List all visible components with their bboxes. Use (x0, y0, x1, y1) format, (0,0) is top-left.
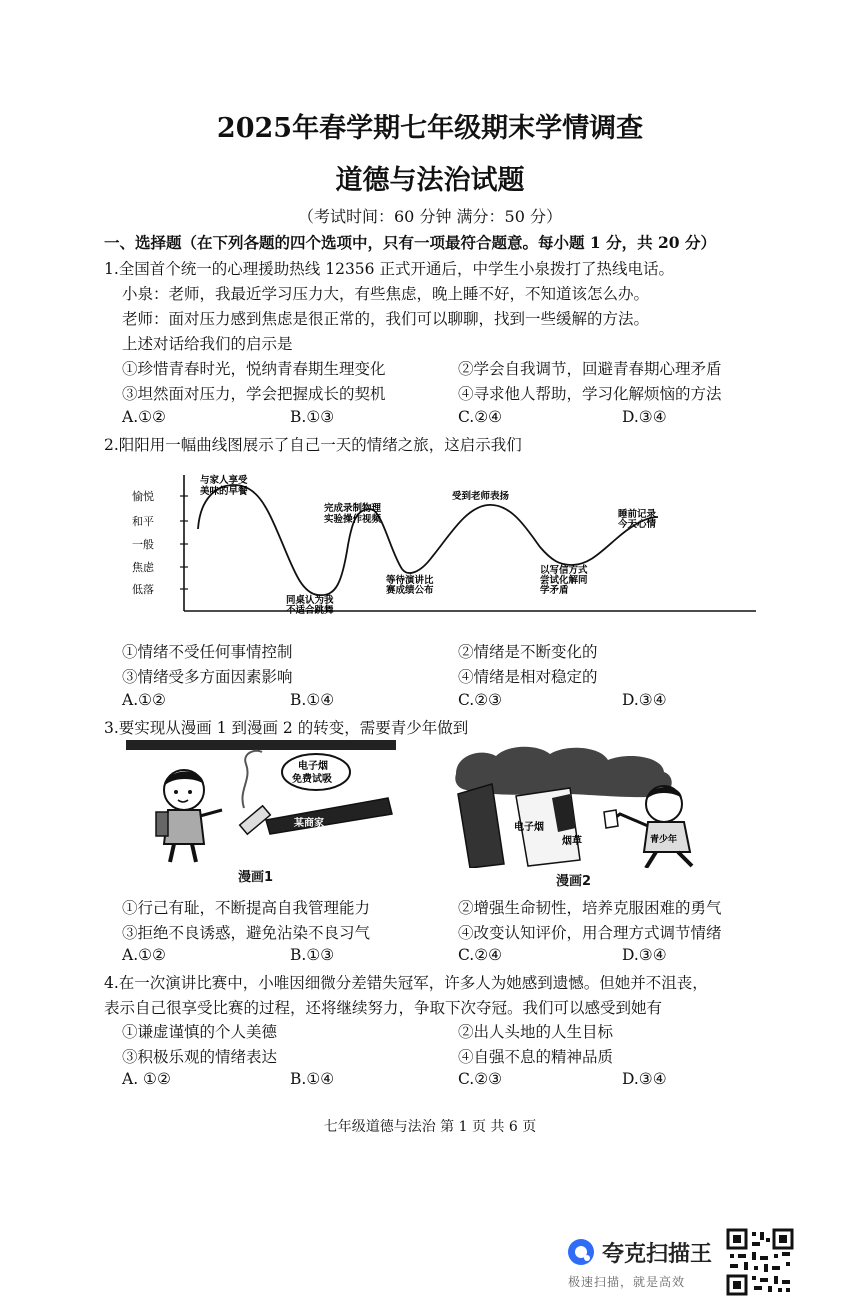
bubble-text: 电子烟 (298, 761, 328, 772)
q4-stem-line-2: 表示自己很享受比赛的过程，还将继续努力，争取下次夺冠。我们可以感受到她有 (104, 999, 663, 1017)
cartoon-2 (452, 744, 728, 868)
q3-option-d: D.③④ (622, 946, 667, 964)
q1-statement-1: ①珍惜青春时光，悦纳青春期生理变化 (122, 360, 386, 378)
annotation-diary: 今天心情 (618, 519, 657, 530)
q2-statement-1: ①情绪不受任何事情控制 (122, 643, 293, 661)
q3-statement-1: ①行己有耻，不断提高自我管理能力 (122, 899, 371, 917)
q2-option-a: A.①② (122, 691, 166, 709)
q3-option-c: C.②④ (458, 946, 503, 964)
level-label: 焦虑 (132, 561, 154, 574)
q1-statement-3: ③坦然面对压力，学会把握成长的契机 (122, 385, 386, 403)
annotation-physics-video: 实验操作视频 (324, 514, 382, 525)
q4-statement-2: ②出人头地的人生目标 (458, 1023, 614, 1041)
q1-prompt: 上述对话给我们的启示是 (122, 335, 293, 353)
scanner-watermark (566, 1233, 716, 1293)
level-label: 和平 (132, 515, 154, 528)
q3-option-a: A.①② (122, 946, 166, 964)
q2-statement-3: ③情绪受多方面因素影响 (122, 668, 293, 686)
annotation-breakfast: 与家人享受 (200, 475, 248, 486)
teen-shirt-label: 青少年 (650, 835, 678, 845)
q2-option-d: D.③④ (622, 691, 667, 709)
q3-option-b: B.①③ (290, 946, 335, 964)
annotation-diary: 睡前记录 (618, 509, 657, 520)
level-label: 低落 (132, 583, 154, 596)
exam-info: （考试时间：60 分钟 满分：50 分） (298, 207, 562, 226)
watermark-tagline: 极速扫描，就是高效 (568, 1275, 686, 1289)
q4-option-b: B.①④ (290, 1070, 335, 1088)
q2-option-b: B.①④ (290, 691, 335, 709)
q2-statement-2: ②情绪是不断变化的 (458, 643, 598, 661)
annotation-dance: 同桌认为我 (286, 595, 334, 606)
level-label: 愉悦 (132, 490, 154, 503)
q4-option-a: A. ①② (122, 1070, 171, 1088)
q4-stem-line-1: 4.在一次演讲比赛中，小唯因细微分差错失冠军，许多人为她感到遗憾。但她并不沮丧， (104, 974, 708, 992)
annotation-breakfast: 美味的早餐 (200, 486, 248, 497)
q4-option-d: D.③④ (622, 1070, 667, 1088)
annotation-letter: 学矛盾 (540, 585, 569, 596)
exam-title: 2025年春学期七年级期末学情调查 (216, 113, 644, 144)
q1-option-a: A.①② (122, 408, 166, 426)
merchant-label: 某商家 (294, 818, 324, 829)
cartoon-2-caption: 漫画2 (556, 874, 592, 889)
q3-statement-4: ④改变认知评价，用合理方式调节情绪 (458, 924, 722, 942)
q4-statement-1: ①谦虚谨慎的个人美德 (122, 1023, 278, 1041)
q4-statement-3: ③积极乐观的情绪表达 (122, 1048, 278, 1066)
annotation-physics-video: 完成录制物理 (324, 503, 382, 514)
q1-dialog-student: 小泉：老师，我最近学习压力大，有些焦虑，晚上睡不好，不知道该怎么办。 (122, 285, 650, 303)
label-ecig: 电子烟 (514, 822, 544, 833)
level-label: 一般 (132, 538, 154, 551)
annotation-speech-result: 赛成绩公布 (386, 585, 434, 596)
qr-code-icon (726, 1228, 794, 1296)
q3-statement-3: ③拒绝不良诱惑，避免沾染不良习气 (122, 924, 371, 942)
q1-statement-4: ④寻求他人帮助，学习化解烦恼的方法 (458, 385, 722, 403)
q1-option-b: B.①③ (290, 408, 335, 426)
q1-stem: 1.全国首个统一的心理援助热线 12356 正式开通后，中学生小泉拨打了热线电话。 (104, 260, 674, 278)
annotation-praise: 受到老师表扬 (452, 491, 510, 502)
annotation-letter: 以写信方式 (540, 565, 588, 576)
annotation-letter: 尝试化解同 (540, 575, 588, 586)
q2-option-c: C.②③ (458, 691, 503, 709)
q4-option-c: C.②③ (458, 1070, 503, 1088)
cartoon-1-caption: 漫画1 (238, 870, 274, 885)
q3-statement-2: ②增强生命韧性，培养克服困难的勇气 (458, 899, 722, 917)
bubble-text: 免费试吸 (292, 774, 332, 785)
q4-statement-4: ④自强不息的精神品质 (458, 1048, 614, 1066)
watermark-name: 夸克扫描王 (602, 1242, 713, 1267)
annotation-speech-result: 等待演讲比 (386, 575, 434, 586)
quark-logo-icon (566, 1237, 596, 1267)
q1-option-c: C.②④ (458, 408, 503, 426)
q1-option-d: D.③④ (622, 408, 667, 426)
q2-statement-4: ④情绪是相对稳定的 (458, 668, 598, 686)
q3-stem: 3.要实现从漫画 1 到漫画 2 的转变，需要青少年做到 (104, 719, 469, 737)
q1-dialog-teacher: 老师：面对压力感到焦虑是很正常的，我们可以聊聊，找到一些缓解的方法。 (122, 310, 650, 328)
cartoon-1 (126, 740, 396, 864)
q2-stem: 2.阳阳用一幅曲线图展示了自己一天的情绪之旅，这启示我们 (104, 436, 522, 454)
label-tobacco: 烟草 (562, 836, 582, 847)
annotation-dance: 不适合跳舞 (286, 605, 334, 616)
q1-statement-2: ②学会自我调节，回避青春期心理矛盾 (458, 360, 722, 378)
section-heading: 一、选择题（在下列各题的四个选项中，只有一项最符合题意。每小题 1 分，共 20 分） (104, 233, 716, 252)
exam-subtitle: 道德与法治试题 (335, 165, 525, 196)
page-footer: 七年级道德与法治 第 1 页 共 6 页 (323, 1119, 537, 1135)
emotion-curve-diagram (120, 465, 760, 625)
